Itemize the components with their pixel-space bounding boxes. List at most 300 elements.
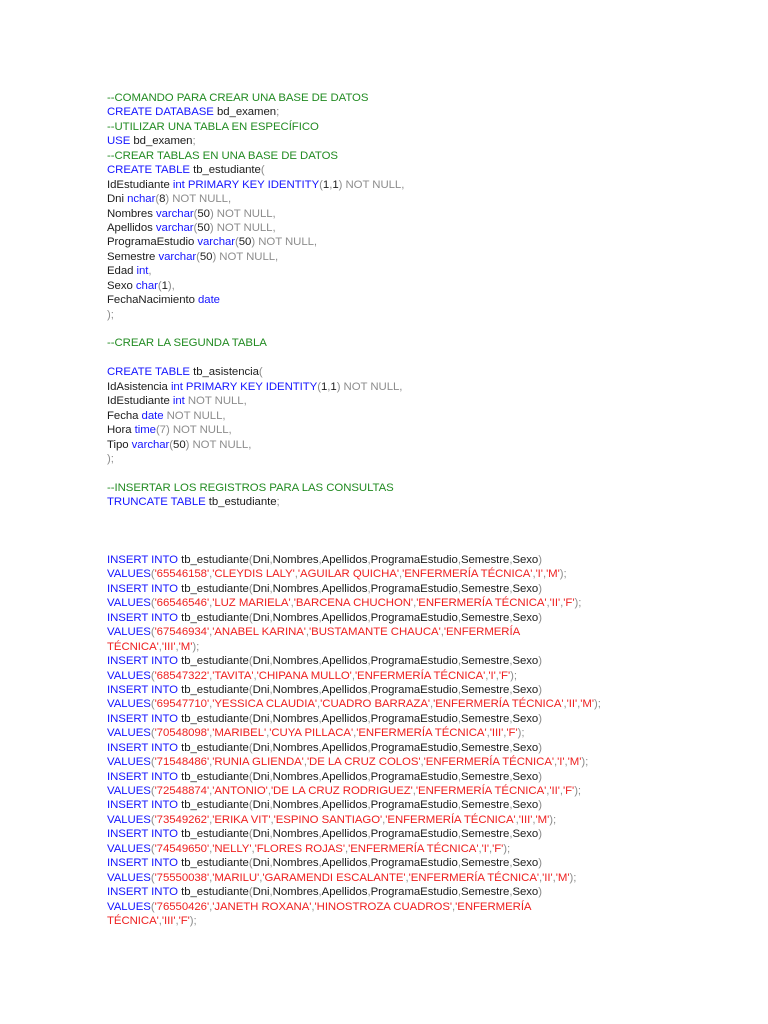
sql-string: 'M' [178,640,193,653]
sql-identifier: Dni [252,554,270,566]
sql-punctuation: ( [155,193,160,206]
sql-identifier: tb_estudiante [181,886,249,899]
sql-punctuation: ); [503,842,511,855]
sql-identifier: ProgramaEstudio [370,741,458,754]
sql-identifier: FechaNacimiento [107,294,198,307]
sql-punctuation: , [405,871,409,884]
sql-keyword: VALUES [107,842,151,855]
sql-punctuation: , [367,770,371,783]
sql-identifier: 1 [320,380,328,393]
sql-string: 'AGUILAR QUICHA' [297,568,399,581]
sql-punctuation: , [209,669,213,682]
sql-string: 'F' [492,842,504,855]
sql-string: 'I' [488,669,496,682]
sql-punctuation: ( [193,207,198,220]
sql-punctuation: ( [248,828,253,841]
blank-line [107,524,747,538]
sql-punctuation: , [209,900,213,913]
sql-string: 'DE LA CRUZ RODRIGUEZ' [270,785,413,797]
sql-punctuation: , [318,770,322,783]
sql-punctuation: , [269,712,273,725]
sql-string: 'II' [549,785,560,797]
sql-punctuation: , [367,655,371,668]
sql-string: 'YESSICA CLAUDIA' [212,698,318,711]
sql-punctuation: ( [150,900,155,913]
sql-string: 'M' [546,568,560,581]
sql-keyword: int [172,395,185,408]
sql-punctuation: ) NOT NULL, [251,236,318,249]
sql-identifier: Semestre [460,611,510,624]
sql-punctuation: , [509,770,513,783]
sql-punctuation: ); [510,669,517,682]
sql-identifier: Sexo [512,655,539,668]
sql-keyword: VALUES [107,727,151,740]
sql-punctuation: , [509,886,513,899]
sql-punctuation: ) [538,828,542,841]
code-line [107,842,747,856]
sql-identifier: tb_estudiante [181,770,249,783]
sql-identifier: Nombres [272,712,319,725]
sql-punctuation: , [367,582,371,595]
sql-keyword: USE [107,135,134,148]
sql-identifier: 50 [197,221,210,234]
sql-identifier: Apellidos [321,712,368,725]
sql-punctuation: , [209,698,213,711]
sql-string: 'M' [567,756,582,769]
sql-punctuation: ( [169,438,174,451]
sql-identifier: Dni [252,712,270,725]
sql-identifier: tb_estudiante [181,683,249,696]
sql-keyword: INSERT INTO [107,886,182,899]
sql-string: 'ERIKA VIT' [212,813,271,826]
sql-keyword: int PRIMARY KEY IDENTITY [172,178,320,191]
sql-punctuation: ( [319,178,323,191]
sql-punctuation: , [560,597,564,610]
sql-string: 'HINOSTROZA CUADROS' [314,900,453,913]
sql-identifier: Semestre [460,770,510,783]
sql-punctuation: , [457,582,461,595]
sql-punctuation: , [457,770,461,783]
sql-punctuation: , [318,799,322,812]
sql-punctuation: , [457,886,461,899]
sql-string: 'MARIBEL' [212,727,267,740]
sql-punctuation: , [269,741,273,754]
sql-punctuation: , [563,698,567,711]
sql-punctuation: , [509,655,513,668]
sql-punctuation: , [509,582,513,595]
sql-string: 'F' [563,785,575,797]
blank-line [107,510,747,524]
sql-punctuation: ) NOT NULL, [209,207,276,220]
sql-string: TÉCNICA' [107,640,159,653]
sql-punctuation: ) [538,741,542,754]
sql-punctuation: , [209,626,213,639]
code-line [107,365,747,379]
sql-string: 'ENFERMERÍA TÉCNICA' [385,813,516,826]
sql-punctuation: , [546,597,550,610]
sql-punctuation: , [486,727,490,740]
sql-identifier: ProgramaEstudio [370,799,458,812]
sql-string: 'ENFERMERÍA TÉCNICA' [356,727,487,740]
sql-keyword: VALUES [107,568,151,581]
code-line [107,654,747,668]
sql-string: '67546934' [154,626,210,639]
sql-identifier: tb_estudiante [181,554,249,566]
sql-string: '71548486' [154,756,210,769]
sql-punctuation: , [382,813,386,826]
sql-identifier: Dni [252,683,270,696]
sql-punctuation: , [311,900,315,913]
sql-punctuation: , [267,785,271,797]
sql-punctuation: , [317,698,321,711]
blank-line [107,466,747,480]
sql-punctuation: ; [276,106,280,119]
sql-identifier: 1 [322,178,330,191]
sql-punctuation: , [457,611,461,624]
sql-identifier: ProgramaEstudio [370,554,458,566]
sql-punctuation: , [148,265,152,278]
code-line [107,914,747,928]
sql-punctuation: ( [150,842,155,855]
sql-string: 'ENFERMERÍA TÉCNICA' [408,871,540,884]
code-line [107,91,747,105]
sql-string: 'FLORES ROJAS' [254,842,345,855]
sql-punctuation: ( [196,250,200,263]
sql-punctuation: ); [517,727,525,740]
sql-punctuation: , [509,683,513,696]
code-line [107,712,747,726]
sql-punctuation: ( [248,554,253,566]
sql-identifier: Tipo [107,438,132,451]
sql-punctuation: , [318,554,322,566]
sql-punctuation: , [509,741,513,754]
sql-punctuation: , [457,712,461,725]
sql-punctuation: , [318,611,322,624]
sql-identifier: Dni [252,799,270,812]
sql-string: 'I' [557,756,565,769]
sql-keyword: INSERT INTO [107,799,182,812]
sql-punctuation: , [488,842,493,855]
sql-punctuation: , [353,727,357,740]
sql-keyword: INSERT INTO [107,857,182,870]
sql-identifier: Dni [252,857,270,870]
sql-keyword: int [136,265,149,278]
sql-string: 'III' [161,640,176,653]
sql-identifier: Dni [252,582,270,595]
sql-keyword: CREATE TABLE [107,366,194,379]
sql-punctuation: ); [559,568,567,581]
code-line [107,178,747,192]
sql-string: 'DE LA CRUZ COLOS' [306,756,421,769]
sql-string: 'F' [498,669,511,682]
sql-comment: --UTILIZAR UNA TABLA EN ESPECÍFICO [107,120,319,133]
sql-punctuation: , [318,857,322,870]
sql-string: 'ESPINO SANTIAGO' [273,813,383,826]
sql-identifier: Nombres [272,683,319,696]
sql-string: 'ENFERMERÍA TÉCNICA' [433,698,564,711]
sql-punctuation: , [546,785,550,797]
code-line [107,567,747,581]
sql-punctuation: , [509,828,513,841]
sql-punctuation: , [318,683,322,696]
sql-string: 'ENFERMERÍA TÉCNICA' [348,842,479,855]
sql-identifier: bd_examen [133,135,193,148]
sql-comment: --COMANDO PARA CREAR UNA BASE DE DATOS [107,92,369,104]
code-line [107,293,747,307]
sql-punctuation: , [367,799,371,812]
sql-punctuation: , [305,626,310,639]
sql-punctuation: ( [248,799,253,812]
sql-punctuation: ( [150,813,155,826]
sql-identifier: Semestre [107,250,159,263]
sql-identifier: Nombres [272,611,319,624]
sql-identifier: Edad [107,265,137,278]
sql-punctuation: , [269,799,273,812]
sql-identifier: Semestre [460,655,510,668]
code-line [107,336,747,350]
sql-punctuation: ( [248,741,253,754]
sql-punctuation: , [327,380,331,393]
sql-identifier: 1 [332,178,339,191]
sql-punctuation: , [269,655,273,668]
sql-identifier: Nombres [107,207,156,220]
sql-keyword: date [198,294,220,307]
code-line [107,611,747,625]
sql-punctuation: ( [317,380,321,393]
sql-string: 'CHIPANA MULLO' [256,669,352,682]
sql-identifier: tb_estudiante [181,655,249,668]
sql-punctuation: , [515,813,519,826]
code-line [107,900,747,914]
sql-punctuation: ( [248,683,253,696]
sql-punctuation: NOT NULL, [184,395,247,408]
sql-punctuation: ; [276,496,280,509]
sql-identifier: tb_asistencia [193,366,259,379]
code-line [107,264,747,278]
sql-identifier: tb_estudiante [181,828,249,841]
sql-keyword: varchar [131,438,170,451]
blank-line [107,539,747,553]
sql-keyword: INSERT INTO [107,770,182,783]
sql-keyword: TRUNCATE TABLE [107,496,209,509]
sql-punctuation: , [542,568,547,581]
sql-string: 'M' [580,698,594,711]
sql-identifier: 1 [330,380,337,393]
sql-keyword: VALUES [107,785,151,797]
code-line [107,423,747,437]
sql-string: '68547322' [154,669,210,682]
code-line [107,697,747,711]
sql-string: 'III' [161,914,176,927]
sql-punctuation: ( [260,164,265,177]
code-line [107,149,747,163]
sql-punctuation: , [440,626,444,639]
sql-punctuation: , [532,568,536,581]
sql-string: 'II' [542,871,553,884]
sql-identifier: 50 [173,438,186,451]
sql-keyword: VALUES [107,626,151,639]
sql-keyword: VALUES [107,813,151,826]
code-line [107,770,747,784]
sql-punctuation: , [269,611,273,624]
code-line [107,120,747,134]
sql-punctuation: ( [248,886,253,899]
sql-identifier: Dni [252,611,270,624]
sql-keyword: date [141,409,164,422]
sql-identifier: Apellidos [321,886,368,899]
sql-identifier: Sexo [512,857,539,870]
code-line [107,481,747,495]
sql-identifier: ProgramaEstudio [370,828,458,841]
sql-identifier: Dni [252,770,270,783]
sql-string: 'F' [563,597,575,610]
code-line [107,409,747,423]
code-line [107,105,747,119]
sql-identifier: Sexo [107,279,136,292]
sql-string: 'JANETH ROXANA' [212,900,312,913]
sql-punctuation: , [503,727,507,740]
sql-punctuation: , [485,669,489,682]
sql-punctuation: , [158,640,162,653]
sql-identifier: ProgramaEstudio [370,857,458,870]
sql-punctuation: ); [189,914,197,927]
sql-punctuation: , [367,554,371,566]
code-line [107,813,747,827]
sql-string: '66546546' [154,597,210,610]
sql-identifier: ProgramaEstudio [370,655,458,668]
sql-identifier: Fecha [107,409,142,422]
sql-punctuation: ) [538,554,542,566]
sql-punctuation: ( [150,669,155,682]
sql-identifier: tb_estudiante [181,741,249,754]
code-line [107,221,747,235]
sql-punctuation: ); [569,871,577,884]
sql-string: 'II' [549,597,561,610]
code-line [107,438,747,452]
sql-punctuation: ( [248,712,253,725]
sql-identifier: Apellidos [107,221,156,234]
sql-identifier: Nombres [272,554,319,566]
sql-identifier: ProgramaEstudio [370,770,458,783]
sql-identifier: Semestre [460,554,510,566]
sql-identifier: ProgramaEstudio [107,236,198,249]
sql-punctuation: , [367,857,371,870]
sql-punctuation: ); [107,452,114,465]
sql-keyword: INSERT INTO [107,712,182,725]
sql-punctuation: ; [192,135,196,148]
sql-punctuation: , [266,727,270,740]
code-line [107,553,747,567]
sql-string: '75550038' [154,871,210,884]
sql-punctuation: ( [248,857,253,870]
code-line [107,596,747,610]
sql-string: '76550426' [154,900,210,913]
sql-identifier: Semestre [460,828,510,841]
sql-keyword: INSERT INTO [107,655,182,668]
code-line [107,134,747,148]
sql-keyword: varchar [158,250,197,263]
sql-punctuation: , [329,178,333,191]
sql-punctuation: ( [150,871,155,884]
sql-identifier: bd_examen [216,106,277,119]
sql-identifier: Sexo [512,712,539,725]
code-line [107,250,747,264]
sql-punctuation: ) [538,799,542,812]
sql-punctuation: ( [193,221,198,234]
sql-string: 'F' [506,727,518,740]
sql-identifier: 50 [197,207,210,220]
sql-string: 'CLEYDIS LALY' [212,568,295,581]
code-line [107,582,747,596]
sql-identifier: Nombres [272,741,319,754]
sql-punctuation: ) NOT NULL, [212,250,279,263]
sql-keyword: nchar [127,193,156,206]
sql-keyword: VALUES [107,871,151,884]
sql-identifier: IdAsistencia [107,380,171,393]
sql-identifier: Apellidos [321,611,368,624]
sql-punctuation: ); [192,640,200,653]
code-line [107,741,747,755]
sql-punctuation: , [209,813,213,826]
sql-identifier: Apellidos [321,857,368,870]
sql-identifier: Sexo [512,770,539,783]
sql-identifier: Nombres [272,582,319,595]
sql-string: 'III' [518,813,533,826]
sql-punctuation: , [413,597,417,610]
sql-identifier: Sexo [512,741,539,754]
sql-identifier: Apellidos [321,683,368,696]
sql-keyword: CREATE DATABASE [107,106,217,119]
sql-string: '69547710' [154,698,210,711]
sql-identifier: Semestre [460,799,510,812]
sql-keyword: VALUES [107,900,151,913]
sql-punctuation: , [269,582,273,595]
code-line [107,625,747,639]
sql-punctuation: , [253,669,257,682]
sql-identifier: Sexo [512,582,539,595]
sql-punctuation: , [318,712,322,725]
sql-punctuation: , [532,813,536,826]
sql-identifier: Semestre [460,683,510,696]
sql-identifier: Semestre [460,886,510,899]
sql-identifier: Semestre [460,582,510,595]
sql-punctuation: , [495,669,499,682]
sql-identifier: Sexo [512,799,539,812]
sql-string: TÉCNICA' [107,914,159,927]
sql-punctuation: ( [157,279,162,292]
sql-identifier: ProgramaEstudio [370,886,458,899]
sql-string: '72548874' [154,785,210,797]
sql-identifier: Sexo [512,554,539,566]
sql-punctuation: , [430,698,434,711]
sql-keyword: varchar [155,221,194,234]
sql-punctuation: ) [538,712,542,725]
sql-identifier: 1 [161,279,168,292]
sql-punctuation: , [270,813,274,826]
sql-string: 'I' [535,568,543,581]
sql-punctuation: , [554,756,558,769]
sql-keyword: INSERT INTO [107,582,182,595]
code-line [107,798,747,812]
sql-identifier: Sexo [512,683,539,696]
sql-punctuation: ) [538,857,542,870]
sql-string: 'NELLY' [212,842,252,855]
sql-identifier: Sexo [512,611,539,624]
blank-line [107,351,747,365]
sql-string: 'ENFERMERÍA [455,900,532,913]
sql-string: 'M' [535,813,550,826]
sql-punctuation: , [420,756,424,769]
